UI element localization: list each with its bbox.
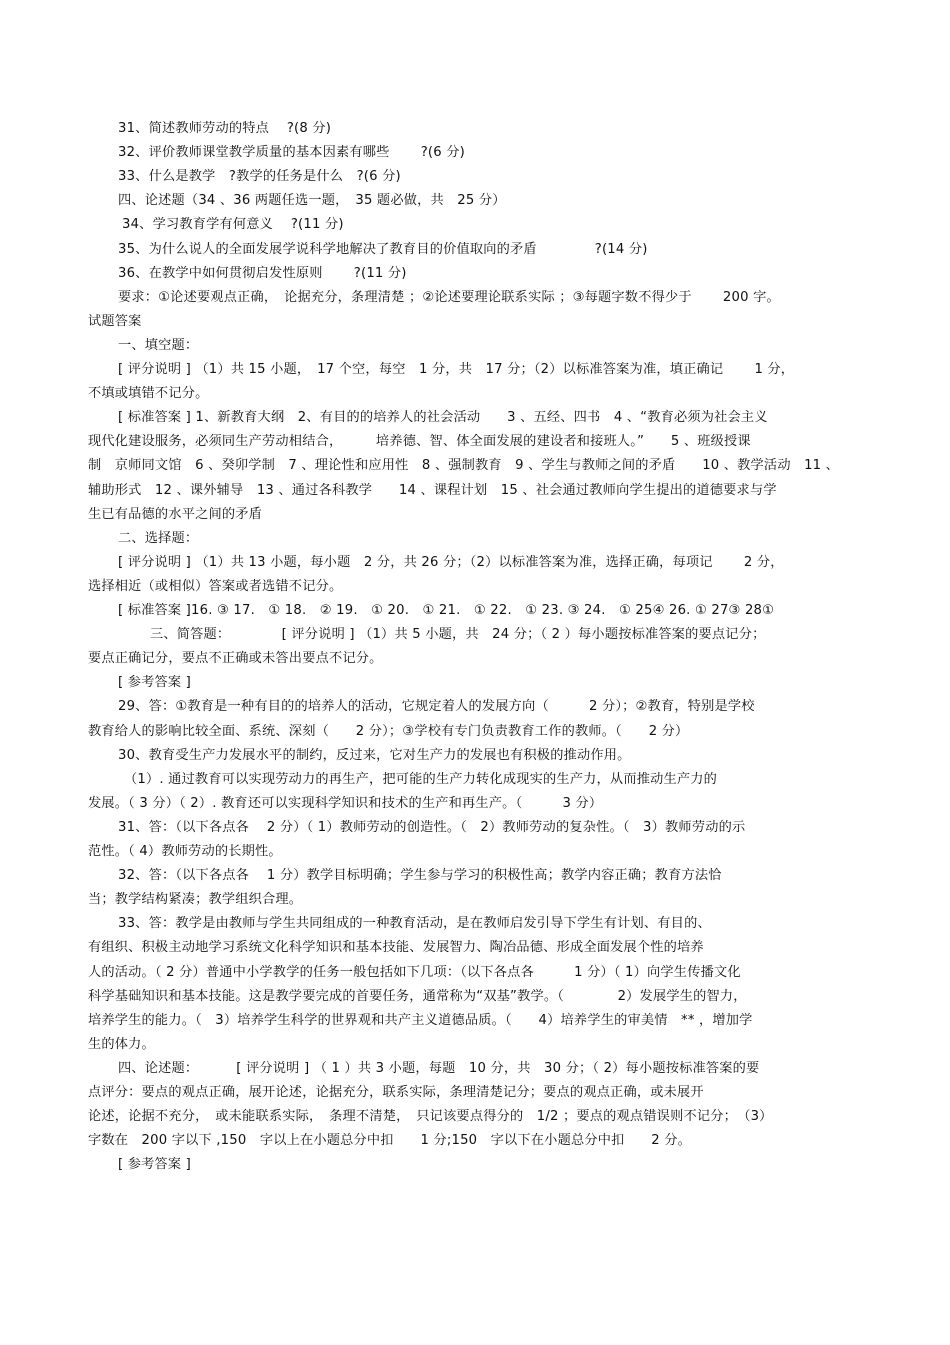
- text-line: 人的活动。（ 2 分）普通中小学教学的任务一般包括如下几项：（以下各点各 1 分）（ 1）向学生传播文化: [88, 964, 741, 980]
- text-line: 试题答案: [88, 313, 142, 329]
- text-line: 有组织、积极主动地学习系统文化科学知识和基本技能、发展智力、陶冶品德、形成全面发展个性的培养: [88, 940, 704, 956]
- text-line: 33、什么是教学 ?教学的任务是什么 ?(6 分): [118, 169, 401, 185]
- text-line: 36、在教学中如何贯彻启发性原则 ?(11 分): [118, 265, 407, 281]
- text-line: 现代化建设服务，必须同生产劳动相结合， 培养德、智、体全面发展的建设者和接班人。” 5 、班级授课: [88, 434, 751, 450]
- text-line: 发展。（ 3 分）（ 2）. 教育还可以实现科学知识和技术的生产和再生产。（ 3 分）: [88, 795, 603, 811]
- text-line: 29、答：①教育是一种有目的的培养人的活动，它规定着人的发展方向（ 2 分）；②教育，特别是学校: [118, 699, 755, 715]
- text-line: 一、填空题：: [118, 337, 199, 353]
- text-line: 教育给人的影响比较全面、系统、深刻（ 2 分）；③学校有专门负责教育工作的教师。（ 2 分）: [88, 723, 689, 739]
- text-line: [ 标准答案 ]16. ③ 17. ① 18. ② 19. ① 20. ① 21. ① 22. ① 23. ③ 24. ① 25④ 26. ① 27③ 28①: [118, 603, 775, 618]
- text-line: 科学基础知识和基本技能。这是教学要完成的首要任务，通常称为“双基”教学。（ 2）发展学生的智力，: [88, 988, 747, 1004]
- text-line: 不填或填错不记分。: [88, 386, 209, 402]
- text-line: 三、简答题： [ 评分说明 ] （1）共 5 小题，共 24 分；（ 2 ）每小题按标准答案的要点记分；: [150, 627, 766, 643]
- text-line: 30、教育受生产力发展水平的制约，反过来，它对生产力的发展也有积极的推动作用。: [118, 747, 631, 763]
- text-line: [ 评分说明 ] （1）共 15 小题， 17 个空，每空 1 分，共 17 分；（2）以标准答案为准，填正确记 1 分，: [118, 362, 795, 377]
- text-line: 35、为什么说人的全面发展学说科学地解决了教育目的价值取向的矛盾 ?(14 分): [118, 241, 648, 257]
- text-line: [ 参考答案 ]: [118, 675, 192, 691]
- text-line: 培养学生的能力。（ 3）培养学生科学的世界观和共产主义道德品质。（ 4）培养学生的审美情 ** ，增加学: [88, 1012, 753, 1028]
- text-line: 31、简述教师劳动的特点 ?(8 分): [118, 121, 332, 136]
- text-line: 四、论述题： [ 评分说明 ] （ 1 ）共 3 小题，每题 10 分，共 30 分；（ 2）每小题按标准答案的要: [118, 1060, 760, 1076]
- text-line: 选择相近（或相似）答案或者选错不记分。: [88, 578, 343, 594]
- text-line: 31、答：（以下各点各 2 分）（ 1）教师劳动的创造性。（ 2）教师劳动的复杂性。（ 3）教师劳动的示: [118, 819, 746, 835]
- text-line: 当；教学结构紧凑；教学组织合理。: [88, 892, 303, 908]
- text-line: 34、学习教育学有何意义 ?(11 分): [122, 217, 344, 233]
- text-line: 生已有品德的水平之间的矛盾: [88, 506, 263, 522]
- text-line: 辅助形式 12 、课外辅导 13 、通过各科教学 14 、课程计划 15 、社会通过教师向学生提出的道德要求与学: [88, 482, 777, 498]
- text-line: 要点正确记分，要点不正确或未答出要点不记分。: [88, 651, 383, 667]
- text-line: 32、答：（以下各点各 1 分）教学目标明确；学生参与学习的积极性高；教学内容正确；教育方法恰: [118, 868, 722, 884]
- text-line: 四、论述题（34 、36 两题任选一题， 35 题必做，共 25 分）: [118, 193, 506, 209]
- text-line: 要求：①论述要观点正确， 论据充分，条理清楚 ；②论述要理论联系实际 ；③每题字数不得少于 200 字。: [118, 289, 780, 305]
- text-line: 点评分：要点的观点正确，展开论述，论据充分，联系实际，条理清楚记分；要点的观点正确，或未展开: [88, 1085, 704, 1100]
- text-line: 字数在 200 字以下 ,150 字以上在小题总分中扣 1 分;150 字以下在小题总分中扣 2 分。: [88, 1133, 692, 1149]
- text-line: （1）. 通过教育可以实现劳动力的再生产，把可能的生产力转化成现实的生产力，从而推动生产力的: [124, 771, 718, 787]
- text-line: 范性。（ 4）教师劳动的长期性。: [88, 844, 282, 859]
- text-line: 生的体力。: [88, 1036, 155, 1052]
- text-line: [ 标准答案 ] 1、新教育大纲 2、有目的的培养人的社会活动 3 、五经、四书 4 、“教育必须为社会主义: [118, 410, 768, 426]
- text-line: 33、答：教学是由教师与学生共同组成的一种教育活动，是在教师启发引导下学生有计划、有目的、: [118, 916, 711, 932]
- text-line: [ 评分说明 ] （1）共 13 小题，每小题 2 分，共 26 分；（2）以标准答案为准，选择正确，每项记 2 分，: [118, 554, 784, 570]
- text-line: 二、选择题：: [118, 530, 199, 546]
- text-line: 32、评价教师课堂教学质量的基本因素有哪些 ?(6 分): [118, 145, 465, 161]
- text-line: [ 参考答案 ]: [118, 1157, 192, 1173]
- text-line: 论述，论据不充分， 或未能联系实际， 条理不清楚， 只记该要点得分的 1/2 ；要点的观点错误则不记分； （3）: [88, 1109, 773, 1125]
- text-line: 制 京师同文馆 6 、癸卯学制 7 、理论性和应用性 8 、强制教育 9 、学生与教师之间的矛盾 10 、教学活动 11 、: [88, 458, 840, 474]
